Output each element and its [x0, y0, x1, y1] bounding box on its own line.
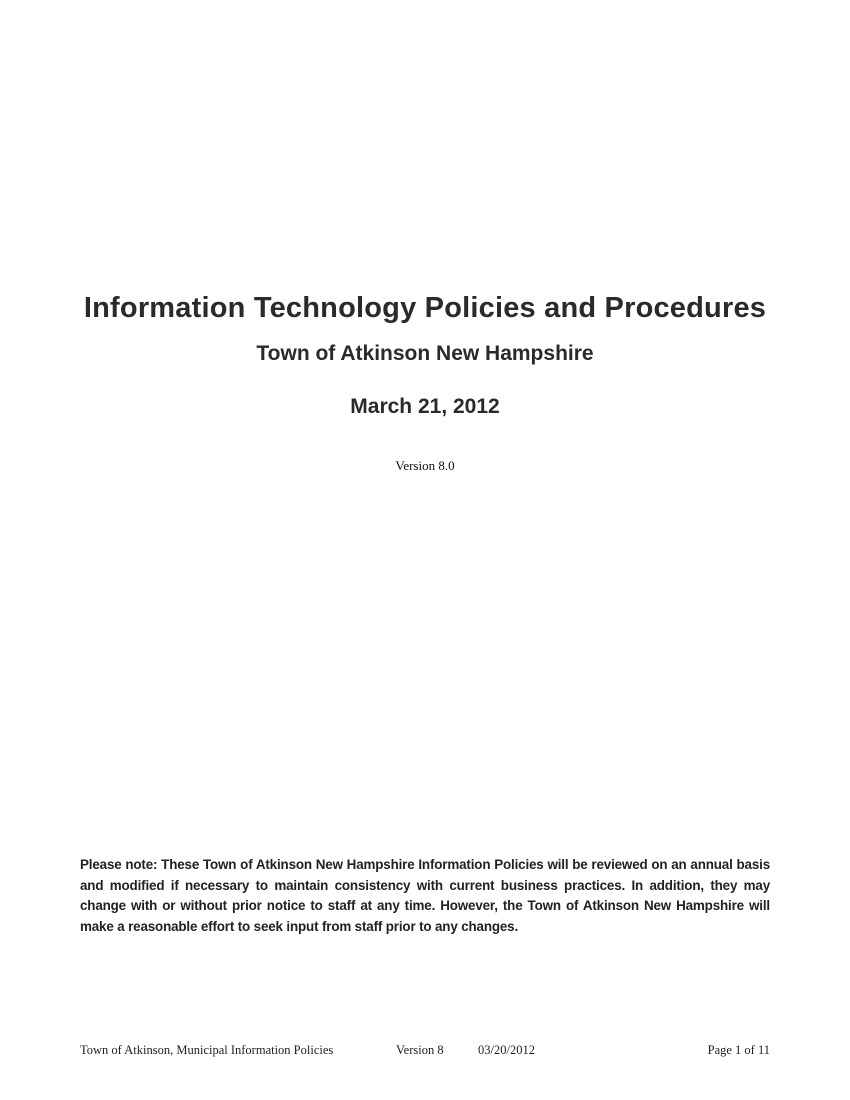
document-date: March 21, 2012	[350, 395, 500, 418]
footer-date: 03/20/2012	[478, 1043, 535, 1057]
footer-doc-name: Town of Atkinson, Municipal Information Policies	[80, 1043, 334, 1057]
review-note: Please note: These Town of Atkinson New Hampshire Information Policies will be reviewed on an annual basis and modified if necessary to maintain consistency with current business practices. In addition, they may change with or without prior notice to staff at any time. However, the Town of Atkinson New Hampshire will make a reasonable effort to seek input from staff prior to any changes.	[80, 857, 770, 935]
footer-page-number: Page 1 of 11	[707, 1043, 770, 1057]
document-version: Version 8.0	[395, 458, 455, 473]
document-title: Information Technology Policies and Procedures	[83, 292, 767, 324]
document-subtitle: Town of Atkinson New Hampshire	[256, 342, 594, 365]
footer-version: Version 8	[396, 1043, 444, 1057]
